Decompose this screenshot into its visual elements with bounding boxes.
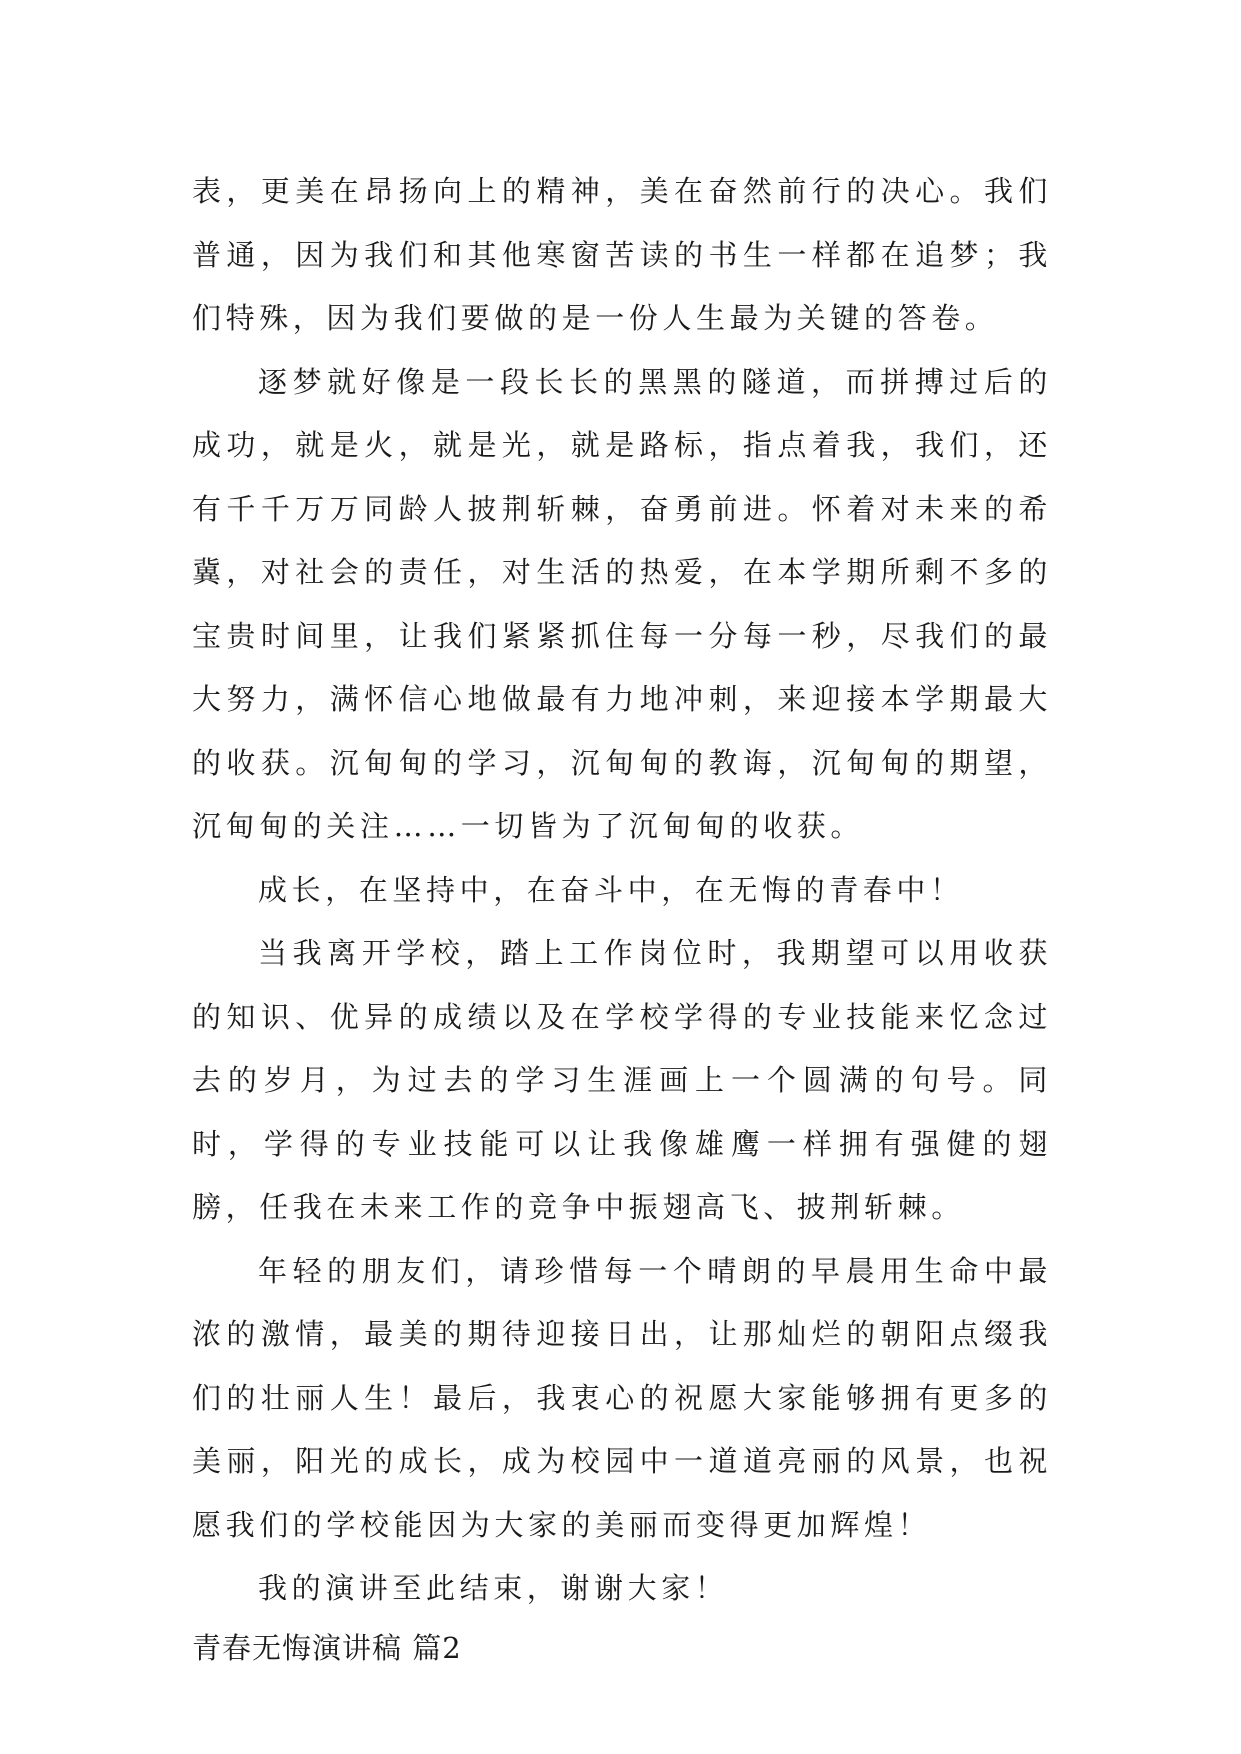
paragraph: 逐梦就好像是一段长长的黑黑的隧道，而拼搏过后的成功，就是火，就是光，就是路标，指点着我，我们，还有千千万万同龄人披荆斩棘，奋勇前进。怀着对未来的希冀，对社会的责任，对生活的热爱，在本学期所剩不多的宝贵时间里，让我们紧紧抓住每一分每一秒，尽我们的最大努力，满怀信心地做最有力地冲刺，来迎接本学期最大的收获。沉甸甸的学习，沉甸甸的教诲，沉甸甸的期望，沉甸甸的关注……一切皆为了沉甸甸的收获。 [192, 364, 1052, 843]
paragraph: 我的演讲至此结束，谢谢大家！ [258, 1571, 729, 1605]
paragraph: 成长，在坚持中，在奋斗中，在无悔的青春中！ [258, 872, 964, 907]
paragraph: 年轻的朋友们，请珍惜每一个晴朗的早晨用生命中最浓的激情，最美的期待迎接日出，让那灿烂的朝阳点缀我们的壮丽人生！最后，我衷心的祝愿大家能够拥有更多的美丽，阳光的成长，成为校园中一道道亮丽的风景，也祝愿我们的学校能因为大家的美丽而变得更加辉煌！ [192, 1253, 1052, 1542]
paragraph: 表，更美在昂扬向上的精神，美在奋然前行的决心。我们普通，因为我们和其他寒窗苦读的书生一样都在追梦；我们特殊，因为我们要做的是一份人生最为关键的答卷。 [192, 174, 1052, 335]
document-body [192, 160, 1052, 1675]
section-heading: 青春无悔演讲稿 篇2 [192, 1630, 462, 1665]
paragraph: 当我离开学校，踏上工作岗位时，我期望可以用收获的知识、优异的成绩以及在学校学得的专业技能来忆念过去的岁月，为过去的学习生涯画上一个圆满的句号。同时，学得的专业技能可以让我像雄鹰一样拥有强健的翅膀，任我在未来工作的竞争中振翅高飞、披荆斩棘。 [192, 936, 1052, 1224]
